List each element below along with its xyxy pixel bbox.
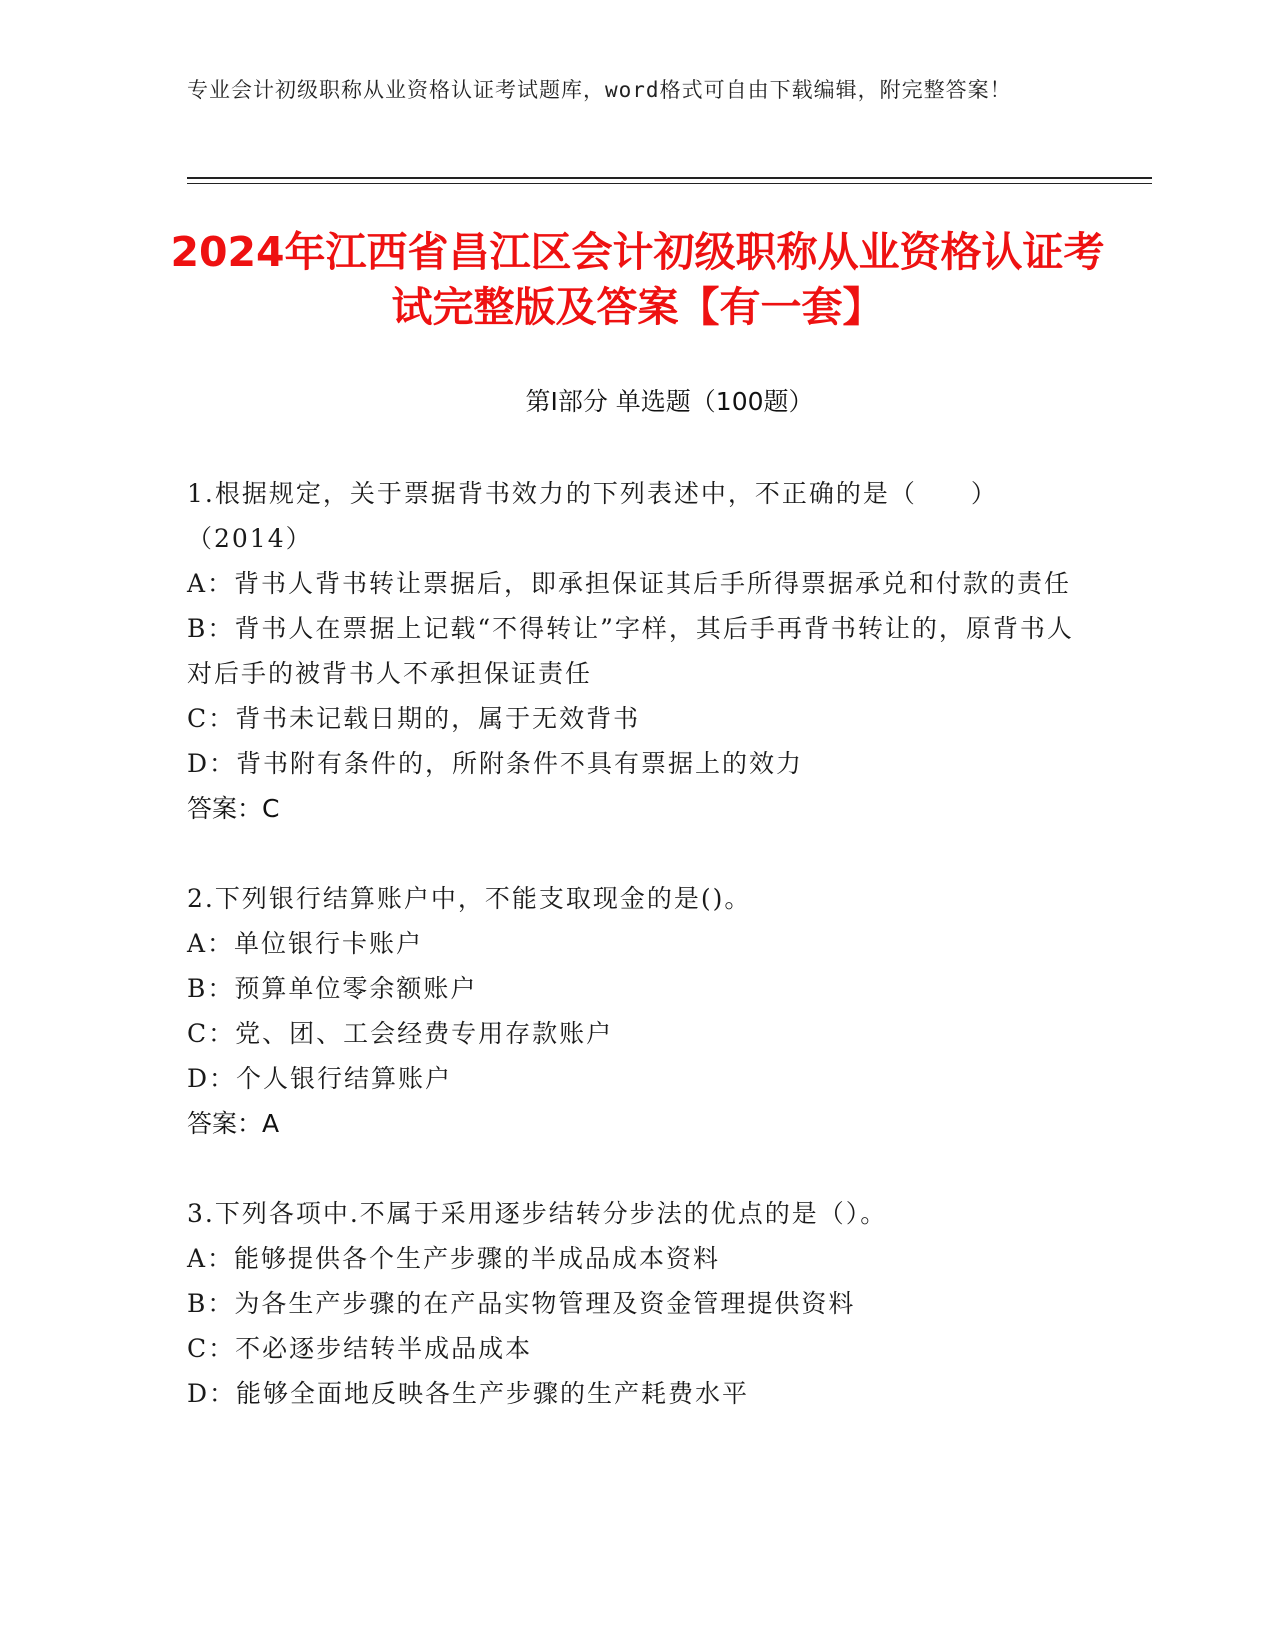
question-stem: 1.根据规定，关于票据背书效力的下列表述中，不正确的是（ ）（2014）: [187, 479, 998, 553]
document-title: 2024年江西省昌江区会计初级职称从业资格认证考试完整版及答案【有一套】: [170, 228, 1105, 331]
option-d: D：背书附有条件的，所附条件不具有票据上的效力: [187, 749, 804, 778]
question-stem: 3.下列各项中.不属于采用逐步结转分步法的优点的是（）。: [187, 1199, 888, 1228]
question-3: [187, 1191, 1077, 1416]
option-a: A：背书人背书转让票据后，即承担保证其后手所得票据承兑和付款的责任: [187, 569, 1072, 598]
answer: 答案：A: [187, 1109, 280, 1138]
option-d: D：能够全面地反映各生产步骤的生产耗费水平: [187, 1379, 750, 1408]
option-c: C：背书未记载日期的，属于无效背书: [187, 704, 641, 733]
option-d: D：个人银行结算账户: [187, 1064, 453, 1093]
answer: 答案：C: [187, 794, 280, 823]
section-title: 第Ⅰ部分 单选题（100题）: [525, 387, 814, 416]
option-a: A：单位银行卡账户: [187, 929, 424, 958]
option-b: B：为各生产步骤的在产品实物管理及资金管理提供资料: [187, 1289, 856, 1318]
option-a: A：能够提供各个生产步骤的半成品成本资料: [187, 1244, 721, 1273]
header-rule-thin: [187, 183, 1152, 184]
option-c: C：不必逐步结转半成品成本: [187, 1334, 533, 1363]
header-note: 专业会计初级职称从业资格认证考试题库，word格式可自由下载编辑，附完整答案！: [187, 78, 1012, 102]
question-2: [187, 876, 1077, 1146]
question-1: [187, 471, 1077, 831]
question-list: [187, 471, 1077, 1461]
header-rule-thick: [187, 177, 1152, 179]
option-b: B：预算单位零余额账户: [187, 974, 478, 1003]
option-b: B：背书人在票据上记载“不得转让”字样，其后手再背书转让的，原背书人对后手的被背书人不承担保证责任: [187, 614, 1074, 688]
question-stem: 2.下列银行结算账户中，不能支取现金的是()。: [187, 884, 752, 913]
option-c: C：党、团、工会经费专用存款账户: [187, 1019, 614, 1048]
